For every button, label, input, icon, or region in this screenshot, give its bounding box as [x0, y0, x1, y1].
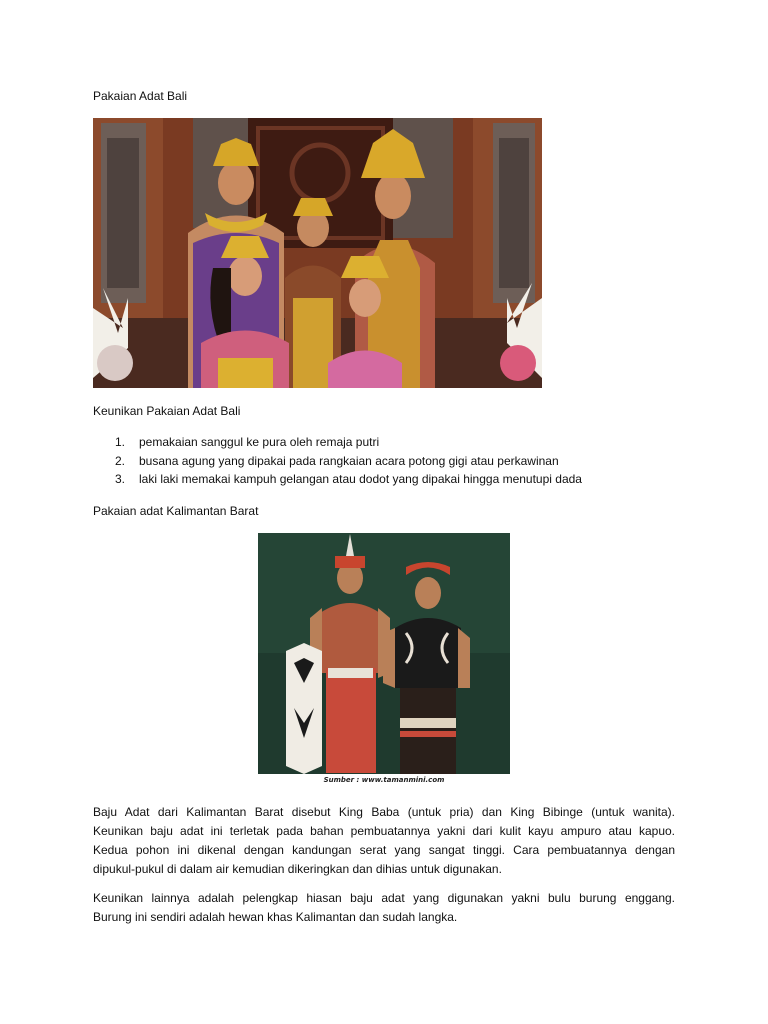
- paragraph-line: Baju Adat dari Kalimantan Barat disebut King Baba (untuk pria) dan King Bibinge (untuk wanita).: [93, 805, 675, 819]
- paragraph-line: Keunikan baju adat ini terletak pada bahan pembuatannya yakni dari kulit kayu ampuro atau kapuo.: [93, 824, 675, 838]
- list-number: 3.: [115, 472, 126, 486]
- paragraph-line: Burung ini sendiri adalah hewan khas Kalimantan dan sudah langka.: [93, 910, 458, 924]
- kalbar-couple-photo: [258, 533, 510, 774]
- list-text: pemakaian sanggul ke pura oleh remaja putri: [139, 435, 380, 449]
- list-item: [115, 452, 582, 471]
- bali-features-list: [115, 433, 582, 489]
- list-item: [115, 433, 582, 452]
- section-title-bali: Pakaian Adat Bali: [93, 89, 188, 103]
- paragraph-line: Keunikan lainnya adalah pelengkap hiasan baju adat yang digunakan yakni bulu burung enggang.: [93, 891, 675, 905]
- list-text: busana agung yang dipakai pada rangkaian acara potong gigi atau perkawinan: [139, 453, 559, 468]
- list-text: laki laki memakai kampuh gelangan atau dodot yang dipakai hingga menutupi dada: [139, 472, 582, 486]
- features-title-bali: Keunikan Pakaian Adat Bali: [93, 404, 241, 418]
- list-number: 1.: [115, 435, 126, 449]
- paragraph-kalbar-description: [93, 803, 675, 879]
- section-title-kalbar: Pakaian adat Kalimantan Barat: [93, 504, 259, 518]
- list-item: [115, 470, 582, 489]
- paragraph-line: Kedua pohon ini dikenal dengan kandungan serat yang sangat tinggi. Cara pembuatannya dengan: [93, 843, 675, 857]
- paragraph-kalbar-ornament: [93, 889, 675, 927]
- list-number: 2.: [115, 453, 126, 468]
- paragraph-line: dipukul-pukul di dalam air kemudian dikeringkan dan dihias untuk digunakan.: [93, 862, 502, 876]
- photo-caption: Sumber : www.tamanmini.com: [323, 776, 445, 784]
- bali-family-photo: [93, 118, 542, 388]
